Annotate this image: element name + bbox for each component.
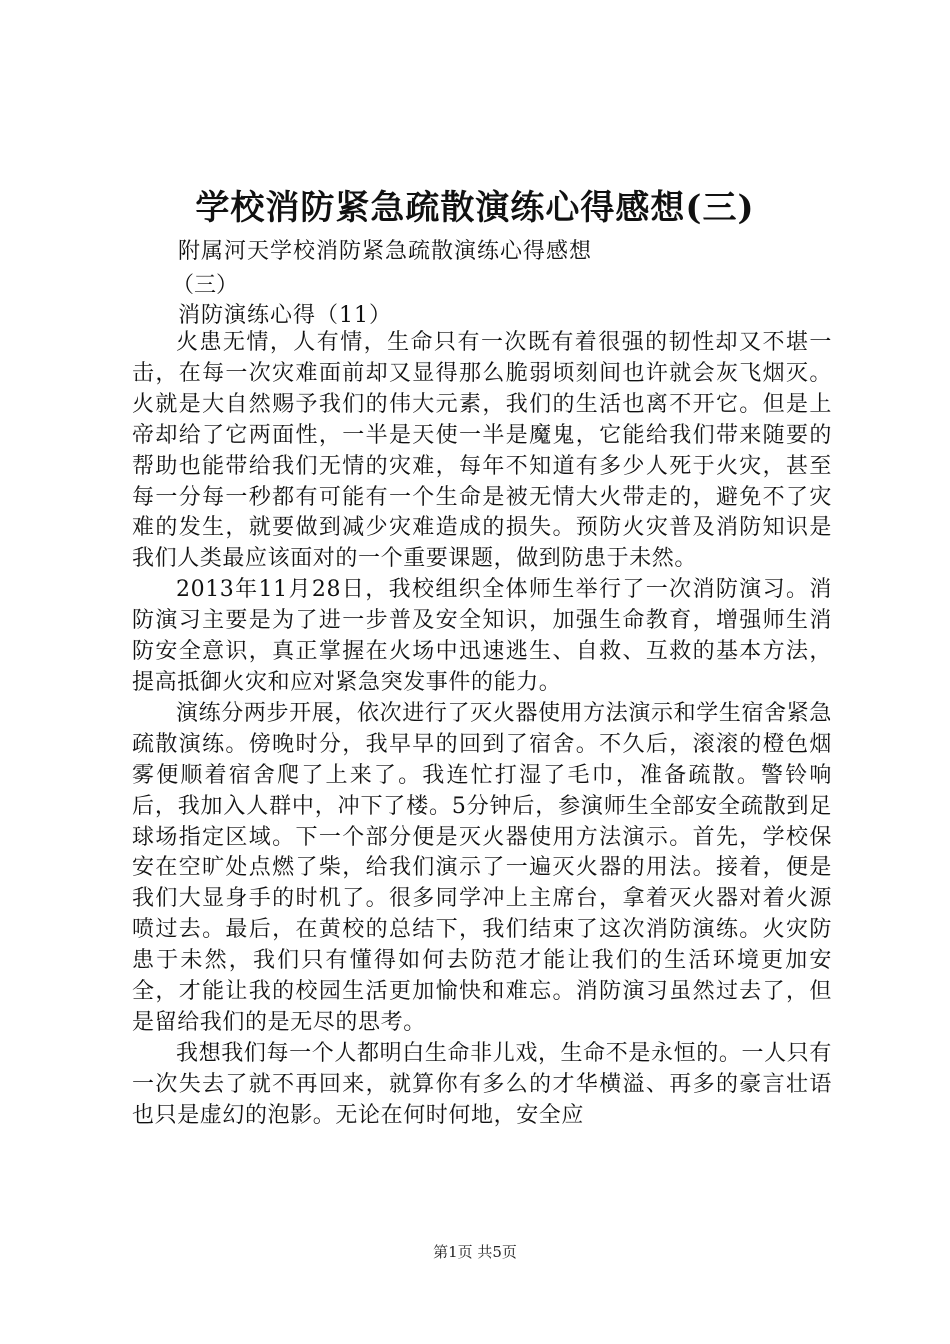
section-heading: 消防演练心得（11）: [178, 303, 392, 328]
body-paragraph: 演练分两步开展，依次进行了灭火器使用方法演示和学生宿舍紧急疏散演练。傍晚时分，我早早的回到了宿舍。不久后，滚滚的橙色烟雾便顺着宿舍爬了上来了。我连忙打湿了毛巾，准备疏散。警铃响后，我加入人群中，冲下了楼。5分钟后，参演师生全部安全疏散到足球场指定区域。下一个部分便是灭火器使用方法演示。首先，学校保安在空旷处点燃了柴，给我们演示了一遍灭火器的用法。接着，便是我们大显身手的时机了。很多同学冲上主席台，拿着灭火器对着火源喷过去。最后，在黄校的总结下，我们结束了这次消防演练。火灾防患于未然，我们只有懂得如何去防范才能让我们的生活环境更加安全，才能让我的校园生活更加愉快和难忘。消防演习虽然过去了，但是留给我们的是无尽的思考。: [132, 700, 832, 1035]
body-paragraph: 我想我们每一个人都明白生命非儿戏，生命不是永恒的。一人只有一次失去了就不再回来，就算你有多么的才华横溢、再多的豪言壮语也只是虚幻的泡影。无论在何时何地，安全应: [132, 1040, 832, 1128]
page-number-footer: 第1页 共5页: [433, 1243, 517, 1261]
body-paragraph: 2013年11月28日，我校组织全体师生举行了一次消防演习。消防演习主要是为了进一步普及安全知识，加强生命教育，增强师生消防安全意识，真正掌握在火场中迅速逃生、自救、互救的基本方法，提高抵御火灾和应对紧急突发事件的能力。: [132, 577, 832, 695]
document-subtitle: 附属河天学校消防紧急疏散演练心得感想: [178, 239, 593, 264]
document-subtitle-continued: （三）: [172, 273, 239, 298]
body-paragraph: 火患无情，人有情，生命只有一次既有着很强的韧性却又不堪一击，在每一次灾难面前却又显得那么脆弱顷刻间也许就会灰飞烟灭。火就是大自然赐予我们的伟大元素，我们的生活也离不开它。但是上帝却给了它两面性，一半是天使一半是魔鬼，它能给我们带来随要的帮助也能带给我们无情的灾难，每年不知道有多少人死于火灾，甚至每一分每一秒都有可能有一个生命是被无情大火带走的，避免不了灾难的发生，就要做到减少灾难造成的损失。预防火灾普及消防知识是我们人类最应该面对的一个重要课题，做到防患于未然。: [132, 330, 832, 572]
document-body: [132, 328, 832, 1132]
document-title: 学校消防紧急疏散演练心得感想(三): [195, 188, 755, 228]
